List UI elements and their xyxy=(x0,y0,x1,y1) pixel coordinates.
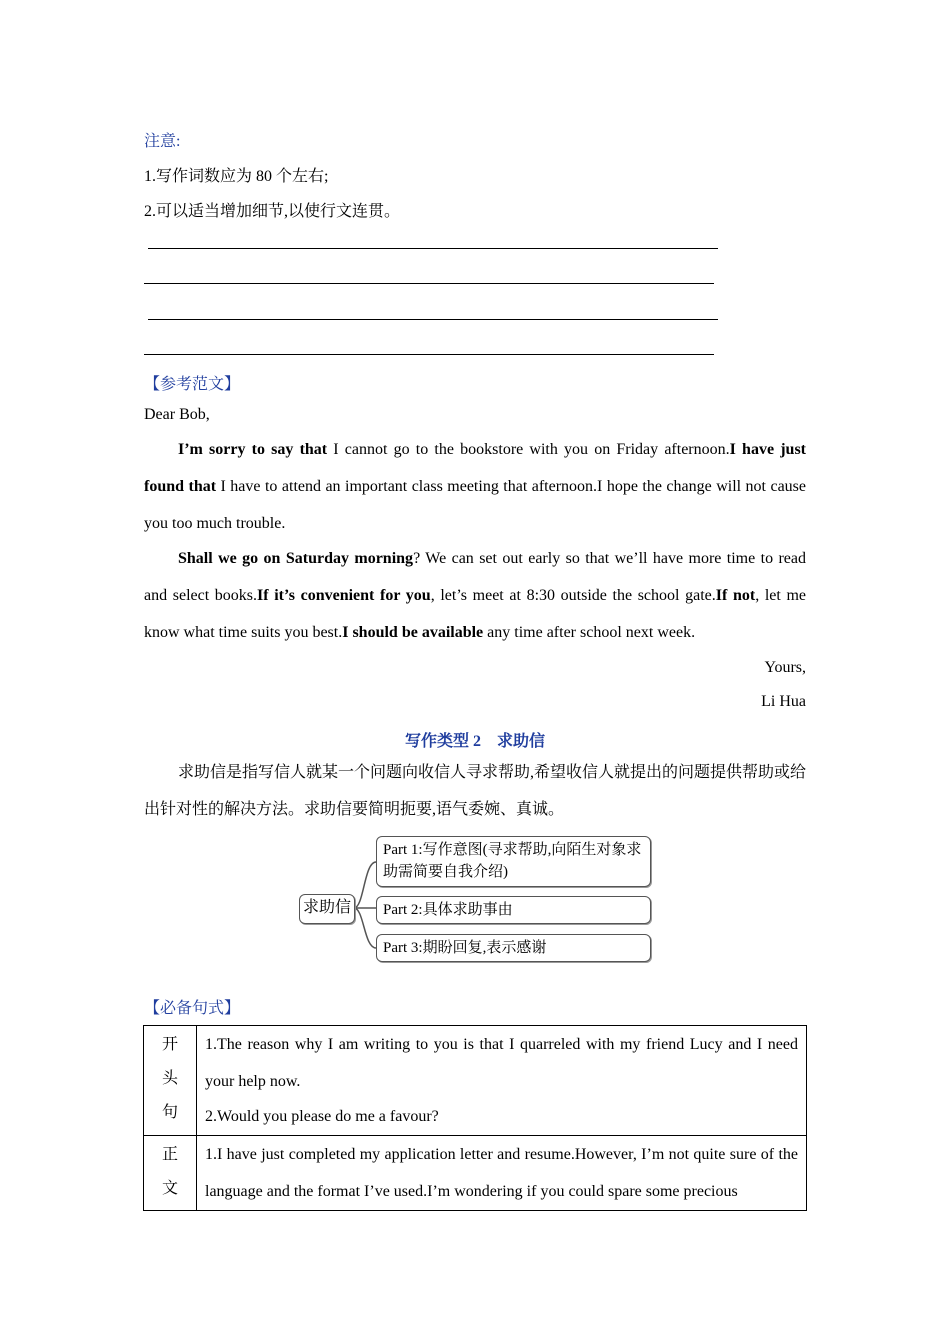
section-intro: 求助信是指写信人就某一个问题向收信人寻求帮助,希望收信人就提出的问题提供帮助或给出针对性的解决方法。求助信要简明扼要,语气委婉、真诚。 xyxy=(144,764,807,818)
key-phrase: Shall we go on Saturday morning xyxy=(178,550,414,567)
section-title: 写作类型 2 求助信 xyxy=(404,733,545,750)
phrases-table xyxy=(143,1025,807,1211)
row-label: 开头句 xyxy=(144,1026,197,1136)
key-phrase: I have just found that xyxy=(144,441,806,495)
key-phrase: I should be available xyxy=(342,624,484,641)
mindmap-part-2: Part 2:具体求助事由 xyxy=(376,896,651,924)
letter-paragraph-2: Shall we go on Saturday morning? We can set out early so that we’ll have more time to read and select books.If it’s convenient for you, let’s meet at 8:30 outside the school gate.If not, let me know what time suits you best.I should be available any time after school next week. xyxy=(144,550,807,641)
phrases-header: 【必备句式】 xyxy=(144,1000,241,1017)
row-label: 正文 xyxy=(144,1136,197,1211)
mindmap-part-1: Part 1:写作意图(寻求帮助,向陌生对象求助需简要自我介绍) xyxy=(376,836,651,887)
row-content: 1.The reason why I am writing to you is that I quarreled with my friend Lucy and I need your help now. 2.Would you please do me a favour? xyxy=(197,1026,807,1136)
table-row xyxy=(144,1026,807,1136)
letter-greeting: Dear Bob, xyxy=(144,406,210,423)
row-content: 1.I have just completed my application letter and resume.However, I’m not quite sure of the language and the format I’ve used.I’m wondering if you could spare some precious xyxy=(197,1136,807,1211)
answer-line xyxy=(148,319,718,320)
letter-paragraph-1: I’m sorry to say that I cannot go to the bookstore with you on Friday afternoon.I have just found that I have to attend an important class meeting that afternoon.I hope the change will not cause you too much trouble. xyxy=(144,441,807,532)
notice-item-1: 1.写作词数应为 80 个左右; xyxy=(144,168,329,185)
table-row xyxy=(144,1136,807,1211)
key-phrase: If it’s convenient for you xyxy=(257,587,431,604)
answer-line xyxy=(148,248,718,249)
notice-item-2: 2.可以适当增加细节,以使行文连贯。 xyxy=(144,203,401,220)
mindmap-root: 求助信 xyxy=(299,894,355,924)
answer-line xyxy=(144,283,714,284)
answer-line xyxy=(144,354,714,355)
key-phrase: If not xyxy=(715,587,756,604)
key-phrase: I’m sorry to say that xyxy=(178,441,328,458)
letter-signature: Li Hua xyxy=(761,693,806,710)
mindmap-part-3: Part 3:期盼回复,表示感谢 xyxy=(376,934,651,962)
notice-title: 注意: xyxy=(144,133,181,150)
sample-header: 【参考范文】 xyxy=(144,376,241,393)
letter-closing: Yours, xyxy=(764,659,806,676)
